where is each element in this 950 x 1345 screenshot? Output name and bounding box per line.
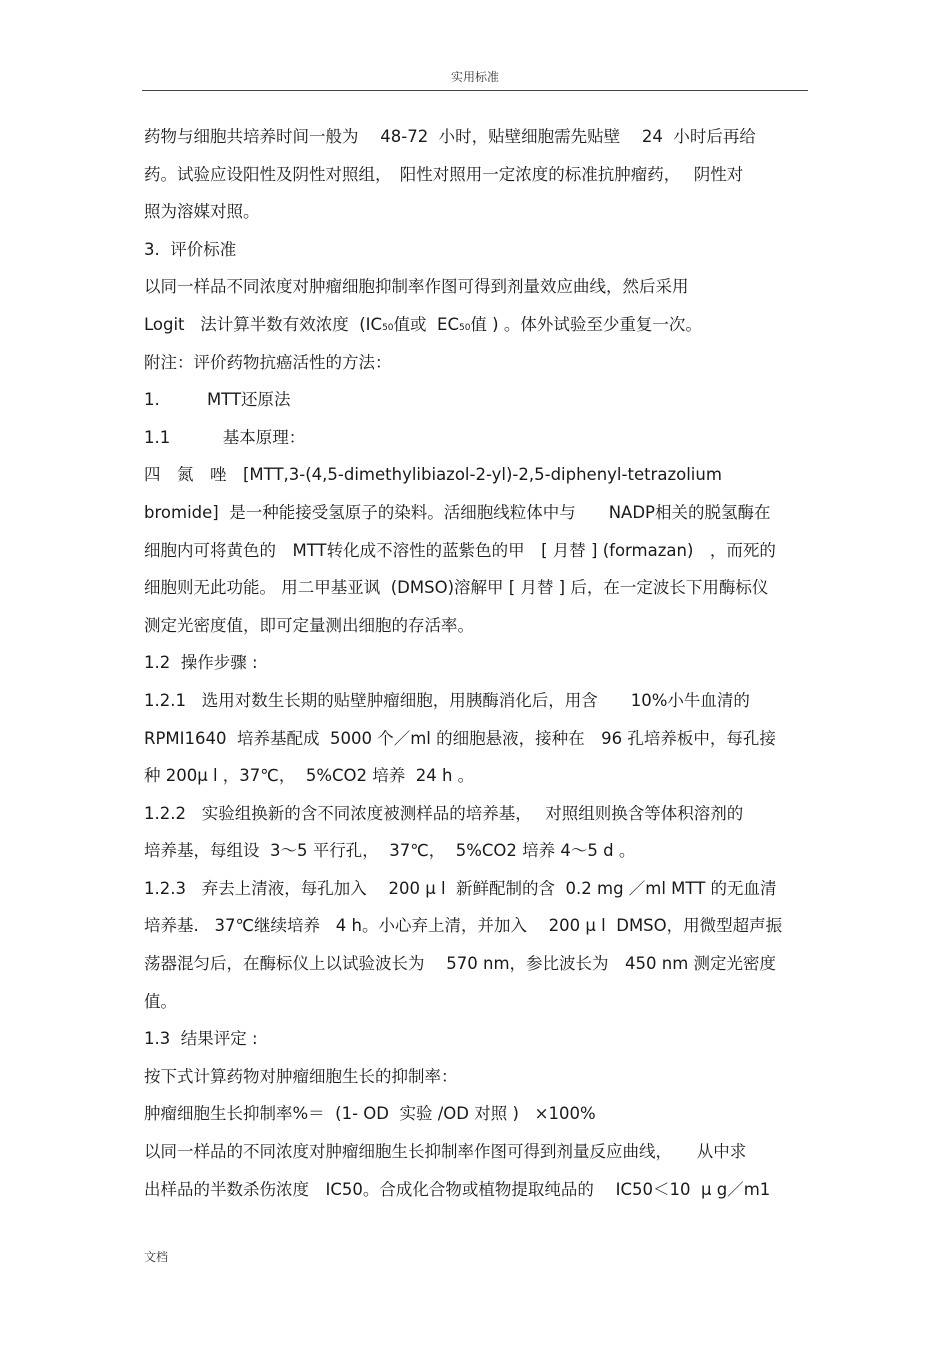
formula-line: 肿瘤细胞生长抑制率%＝ (1- OD 实验 /OD 对照 ) ×100% [144, 1104, 596, 1124]
paragraph-line: 药物与细胞共培养时间一般为 48-72 小时，贴壁细胞需先贴壁 24 小时后再给 [144, 127, 756, 146]
paragraph-line: 照为溶媒对照。 [144, 202, 260, 222]
paragraph-line: 细胞内可将黄色的 MTT转化成不溶性的蓝紫色的甲 [ 月替 ] (formazan) ，而死的 [144, 540, 776, 560]
paragraph-line: 以同一样品的不同浓度对肿瘤细胞生长抑制率作图可得到剂量反应曲线， 从中求 [144, 1142, 747, 1162]
paragraph-line: 1.2.3 弃去上清液，每孔加入 200 μ l 新鲜配制的含 0.2 mg ／ml MTT 的无血清 [144, 878, 777, 898]
paragraph-line: 药。试验应设阳性及阴性对照组， 阳性对照用一定浓度的标准抗肿瘤药， 阴性对 [144, 164, 744, 184]
logit-text-3: 值 ) 。体外试验至少重复一次。 [470, 314, 702, 334]
ic50-subscript: 50 [382, 322, 394, 333]
paragraph-line: 细胞则无此功能。 用二甲基亚讽 (DMSO)溶解甲 [ 月替 ] 后，在一定波长下用酶标仪 [144, 578, 769, 598]
paragraph-line: 按下式计算药物对肿瘤细胞生长的抑制率： [144, 1066, 458, 1086]
paragraph-line: 1.2.1 选用对数生长期的贴壁肿瘤细胞，用胰酶消化后，用含 10%小牛血清的 [144, 690, 750, 710]
section-heading: 1.1 基本原理： [144, 427, 306, 447]
ec50-subscript: 50 [458, 322, 471, 333]
header-rule [142, 90, 808, 91]
section-heading: 1.2 操作步骤 : [144, 653, 258, 673]
section-heading: 1. MTT还原法 [144, 390, 291, 410]
paragraph-line: 出样品的半数杀伤浓度 IC50。合成化合物或植物提取纯品的 IC50＜10 μ g／m1 [144, 1179, 771, 1199]
logit-text-1: Logit 法计算半数有效浓度 (IC [144, 314, 383, 334]
paragraph-line: 以同一样品不同浓度对肿瘤细胞抑制率作图可得到剂量效应曲线，然后采用 [144, 277, 689, 297]
paragraph-line: 测定光密度值，即可定量测出细胞的存活率。 [144, 615, 474, 635]
paragraph-line: 培养基. 37℃继续培养 4 h。小心弃上清，并加入 200 μ l DMSO，用微型超声振 [144, 916, 783, 936]
paragraph-line: bromide] 是一种能接受氢原子的染料。活细胞线粒体中与 NADP相关的脱氢酶在 [144, 502, 771, 522]
page-footer: 文档 [144, 1250, 169, 1264]
paragraph-line: 荡器混匀后，在酶标仪上以试验波长为 570 nm，参比波长为 450 nm 测定光密度 [144, 954, 777, 974]
paragraph-line: 1.2.2 实验组换新的含不同浓度被测样品的培养基， 对照组则换含等体积溶剂的 [144, 803, 744, 823]
document-body [144, 118, 814, 1208]
paragraph-line: 培养基，每组设 3～5 平行孔， 37℃， 5%CO2 培养 4～5 d 。 [144, 841, 636, 861]
paragraph-line: 值。 [144, 991, 177, 1011]
paragraph-line: RPMI1640 培养基配成 5000 个／ml 的细胞悬液，接种在 96 孔培养板中，每孔接 [144, 728, 776, 748]
paragraph-line: 种 200μ l ，37℃， 5%CO2 培养 24 h 。 [144, 766, 475, 786]
paragraph-line: 四 氮 唑 [MTT,3-(4,5-dimethylibiazol-2-yl)-2,5-diphenyl-tetrazolium [144, 465, 722, 485]
logit-text-2: 值或 EC [393, 314, 459, 334]
paragraph-line-logit [144, 306, 814, 344]
appendix-heading: 附注：评价药物抗癌活性的方法： [144, 352, 392, 372]
section-heading: 1.3 结果评定 : [144, 1029, 258, 1049]
page-header: 实用标准 [450, 70, 499, 84]
section-heading: 3. 评价标准 [144, 239, 237, 259]
